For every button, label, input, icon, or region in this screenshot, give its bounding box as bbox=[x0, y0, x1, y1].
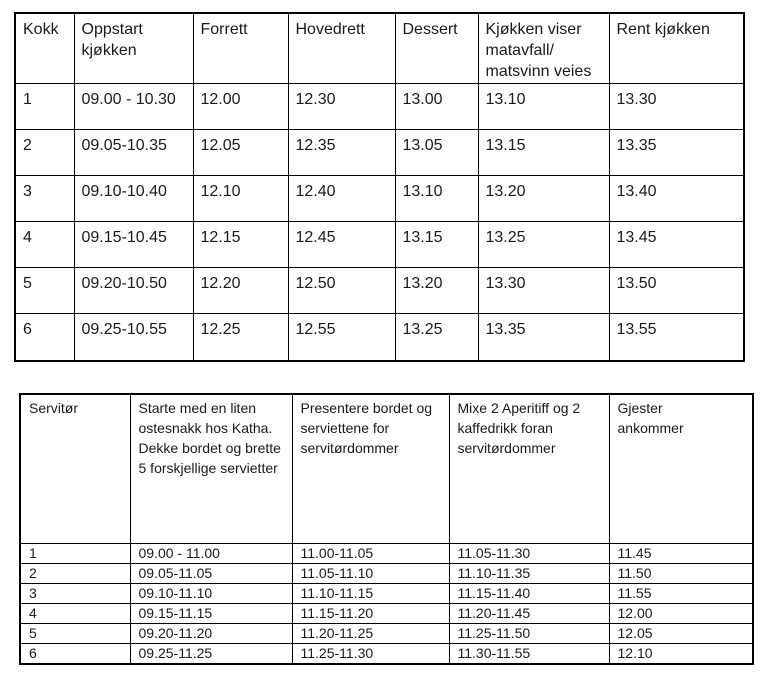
cell: 12.10 bbox=[609, 643, 753, 664]
cell: 12.00 bbox=[609, 603, 753, 623]
cell: 11.15-11.40 bbox=[449, 583, 609, 603]
cell: 11.25-11.30 bbox=[292, 643, 449, 664]
cell: 12.25 bbox=[193, 313, 288, 361]
cell: 09.25-11.25 bbox=[130, 643, 292, 664]
cell: 11.05-11.30 bbox=[449, 543, 609, 563]
cell: 13.00 bbox=[395, 83, 478, 129]
cell: 09.25-10.55 bbox=[74, 313, 193, 361]
cell: 1 bbox=[20, 543, 130, 563]
table-row bbox=[20, 623, 753, 643]
table-row bbox=[20, 603, 753, 623]
cook-schedule-table bbox=[14, 12, 745, 362]
table-row bbox=[15, 83, 744, 129]
cell: 12.05 bbox=[193, 129, 288, 175]
waiter-schedule-table bbox=[19, 393, 754, 665]
table-row bbox=[15, 175, 744, 221]
cell: 12.05 bbox=[609, 623, 753, 643]
header-cell: Forrett bbox=[193, 13, 288, 83]
table-row bbox=[20, 563, 753, 583]
cell: 11.20-11.25 bbox=[292, 623, 449, 643]
cell: 11.25-11.50 bbox=[449, 623, 609, 643]
cell: 11.30-11.55 bbox=[449, 643, 609, 664]
cell: 09.10-10.40 bbox=[74, 175, 193, 221]
cell: 12.55 bbox=[288, 313, 395, 361]
header-cell: Rent kjøkken bbox=[609, 13, 744, 83]
table-row bbox=[15, 313, 744, 361]
header-cell: Kjøkken viser matavfall/ matsvinn veies bbox=[478, 13, 609, 83]
table-row bbox=[15, 129, 744, 175]
cell: 13.20 bbox=[478, 175, 609, 221]
cell: 11.05-11.10 bbox=[292, 563, 449, 583]
cell: 1 bbox=[15, 83, 74, 129]
cell: 12.40 bbox=[288, 175, 395, 221]
cell: 09.10-11.10 bbox=[130, 583, 292, 603]
cell: 12.50 bbox=[288, 267, 395, 313]
cell: 13.20 bbox=[395, 267, 478, 313]
cell: 2 bbox=[15, 129, 74, 175]
cell: 13.15 bbox=[395, 221, 478, 267]
cook-header-row bbox=[15, 13, 744, 83]
cell: 11.20-11.45 bbox=[449, 603, 609, 623]
table-row bbox=[20, 643, 753, 664]
cell: 13.30 bbox=[609, 83, 744, 129]
cell: 11.55 bbox=[609, 583, 753, 603]
cell: 09.15-11.15 bbox=[130, 603, 292, 623]
cell: 13.50 bbox=[609, 267, 744, 313]
header-cell: Kokk bbox=[15, 13, 74, 83]
cell: 11.00-11.05 bbox=[292, 543, 449, 563]
cell: 13.25 bbox=[478, 221, 609, 267]
cell: 12.30 bbox=[288, 83, 395, 129]
cell: 13.25 bbox=[395, 313, 478, 361]
cell: 5 bbox=[15, 267, 74, 313]
table-row bbox=[15, 267, 744, 313]
cell: 12.35 bbox=[288, 129, 395, 175]
header-cell: Mixe 2 Aperitiff og 2 kaffedrikk foran servitørdommer bbox=[449, 394, 609, 543]
cell: 11.50 bbox=[609, 563, 753, 583]
cell: 09.00 - 10.30 bbox=[74, 83, 193, 129]
header-cell: Oppstart kjøkken bbox=[74, 13, 193, 83]
header-cell: Dessert bbox=[395, 13, 478, 83]
cell: 13.55 bbox=[609, 313, 744, 361]
waiter-header-row bbox=[20, 394, 753, 543]
cell: 13.40 bbox=[609, 175, 744, 221]
cell: 13.35 bbox=[609, 129, 744, 175]
cell: 2 bbox=[20, 563, 130, 583]
cell: 09.20-11.20 bbox=[130, 623, 292, 643]
cell: 4 bbox=[15, 221, 74, 267]
cell: 13.10 bbox=[395, 175, 478, 221]
cell: 5 bbox=[20, 623, 130, 643]
cell: 6 bbox=[15, 313, 74, 361]
cell: 09.05-11.05 bbox=[130, 563, 292, 583]
cell: 11.10-11.35 bbox=[449, 563, 609, 583]
cell: 4 bbox=[20, 603, 130, 623]
cell: 09.20-10.50 bbox=[74, 267, 193, 313]
cell: 09.05-10.35 bbox=[74, 129, 193, 175]
cell: 13.35 bbox=[478, 313, 609, 361]
table-row bbox=[15, 221, 744, 267]
header-cell: Gjester ankommer bbox=[609, 394, 753, 543]
cell: 12.15 bbox=[193, 221, 288, 267]
table-row bbox=[20, 543, 753, 563]
cell: 13.05 bbox=[395, 129, 478, 175]
cell: 09.00 - 11.00 bbox=[130, 543, 292, 563]
header-cell: Presentere bordet og serviettene for servitørdommer bbox=[292, 394, 449, 543]
cell: 13.15 bbox=[478, 129, 609, 175]
cell: 12.20 bbox=[193, 267, 288, 313]
cell: 11.45 bbox=[609, 543, 753, 563]
cell: 12.45 bbox=[288, 221, 395, 267]
header-cell: Hovedrett bbox=[288, 13, 395, 83]
cell: 12.10 bbox=[193, 175, 288, 221]
cell: 3 bbox=[20, 583, 130, 603]
cell: 3 bbox=[15, 175, 74, 221]
cell: 11.10-11.15 bbox=[292, 583, 449, 603]
cell: 12.00 bbox=[193, 83, 288, 129]
cell: 09.15-10.45 bbox=[74, 221, 193, 267]
cell: 13.10 bbox=[478, 83, 609, 129]
cell: 11.15-11.20 bbox=[292, 603, 449, 623]
table-row bbox=[20, 583, 753, 603]
cell: 6 bbox=[20, 643, 130, 664]
header-cell: Servitør bbox=[20, 394, 130, 543]
cell: 13.30 bbox=[478, 267, 609, 313]
cell: 13.45 bbox=[609, 221, 744, 267]
header-cell: Starte med en liten ostesnakk hos Katha. Dekke bordet og brette 5 forskjellige servietter bbox=[130, 394, 292, 543]
